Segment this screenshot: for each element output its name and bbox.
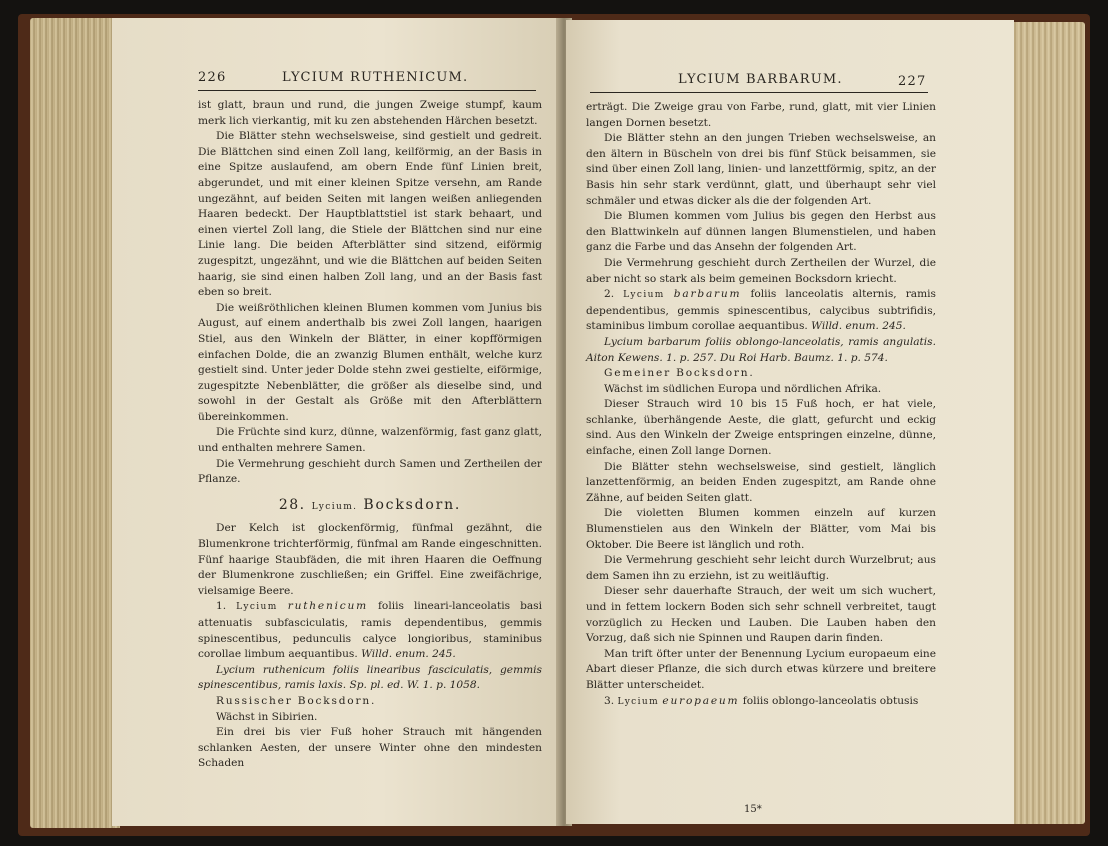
section-para-1: Der Kelch ist glockenförmig, fünfmal gezähnt, die Blumenkrone trichterförmig, fünfmal am Rande eingeschnitten. Fünf haarige Staubfäden, die mit ihren Haaren die Oeffnung der Blumenkrone zuschließen; ein Griffel. Eine zweifächrige, vielsamige Beere. [198,522,542,597]
species-3-diagnosis: foliis oblongo-lanceolatis obtusis [742,694,919,707]
page-edges-right [1005,22,1085,824]
species-2-syn: Lycium barbarum foliis oblongo-lanceolatis, ramis angulatis. [604,335,936,348]
species-1-desc: Ein drei bis vier Fuß hoher Strauch mit hängenden schlanken Aesten, der unsere Winter ohne den mindesten Schaden [198,726,542,770]
species-2-para-7: Man trift öfter unter der Benennung Lycium europaeum eine Abart dieser Pflanze, die sich durch etwas kürzere und breitere Blätter unterscheidet. [586,647,936,691]
species-1-common: Russischer Bocksdorn. [216,694,377,707]
left-body [198,98,542,772]
species-2-number: 2. [604,288,615,301]
right-para-1: erträgt. Die Zweige grau von Farbe, rund, glatt, mit vier Linien langen Dornen besetzt. [586,101,936,129]
species-1-diagnosis: foliis lineari-lanceolatis basi attenuatis subfasciculatis, ramis dependentibus, gemmis spinescentibus, pedunculis calyce longioribus, staminibus corollae limbum aequantibus. [198,600,542,661]
species-2-diagnosis: foliis lanceolatis alternis, ramis dependentibus, gemmis spinescentibus, calycibus subtrifidis, staminibus limbum corollae aequantibus. [586,288,936,333]
species-2-syn-ref: Aiton Kewens. 1. p. 257. Du Roi Harb. Baumz. 1. p. 574. [586,351,888,364]
species-2-para-4: Die violetten Blumen kommen einzeln auf kurzen Blumenstielen aus den Winkeln der Blätter, vom Mai bis Oktober. Die Beere ist länglich und roth. [586,507,936,551]
printer-signature: 15* [744,804,762,815]
species-2-para-5: Die Vermehrung geschieht sehr leicht durch Wurzelbrut; aus dem Samen ihn zu erziehn, ist zu weitläuftig. [586,554,936,582]
right-body [586,100,936,710]
species-3-entry [586,694,936,711]
species-1-genus: Lycium [236,602,278,613]
section-title: Bocksdorn. [363,496,462,513]
species-2-ref: Willd. enum. 245. [811,320,906,333]
species-1-syn: Lycium ruthenicum foliis linearibus fasciculatis, gemmis spinescentibus, ramis laxis. [198,663,542,692]
species-3-epithet: europaeum [662,694,740,707]
species-1-number: 1. [216,600,227,613]
right-page-number: 227 [898,74,927,89]
right-header-rule [590,92,928,93]
left-para-1: ist glatt, braun und rund, die jungen Zweige stumpf, kaum merk lich vierkantig, mit ku zen abstehenden Härchen besetzt. [198,99,542,127]
species-2-entry [586,287,936,335]
right-para-4: Die Vermehrung geschieht durch Zertheilen der Wurzel, die aber nicht so stark als beim gemeinen Bocksdorn kriecht. [586,256,936,285]
right-running-head: LYCIUM BARBARUM. [678,72,843,87]
section-genus: Lycium. [311,501,358,512]
species-1-syn-ref: Sp. pl. ed. W. 1. p. 1058. [349,679,481,692]
species-2-para-2: Dieser Strauch wird 10 bis 15 Fuß hoch, er hat viele, schlanke, überhängende Aeste, die glatt, gefurcht und eckig sind. Aus den Winkeln der Zweige entspringen einzelne, dünne, einfache, einen Zoll lange Dornen. [586,398,936,458]
right-page [566,20,1014,824]
left-para-2: Die Blätter stehn wechselsweise, sind gestielt und gedreit. Die Blättchen sind einen Zoll lang, keilförmig, an der Basis in eine Spitze auslaufend, am obern Ende fünf Linien breit, abgerundet, und mit einer kleinen Spitze versehn, am Rande ungezähnt, auf beiden Seiten mit langen weißen anliegenden Haaren bedeckt. Der Hauptblattstiel ist stark behaart, und einen viertel Zoll lang, die Stiele der Blättchen sind nur eine Linie lang. Die beiden Afterblätter sind sitzend, eiförmig zugespitzt, ungezähnt, und wie die Blättchen auf beiden Seiten haarig, sie sind einen halben Zoll lang, und an der Basis fast eben so breit. [198,130,542,299]
species-2-para-1: Wächst im südlichen Europa und nördlichen Afrika. [604,382,882,395]
left-para-3: Die weißröthlichen kleinen Blumen kommen vom Junius bis August, auf einem anderthalb bis zwei Zoll langen, haarigen Stiel, aus den Winkeln der Blätter, in einer kopfförmigen einfachen Dolde, die an zwanzig Blumen enthält, welche kurz gestielt sind. Unter jeder Dolde stehn zwei gestielte, eiförmige, zugespitzte Nebenblätter, die größer als dieselbe sind, und sowohl in der Gestalt als Größe mit den Afterblättern übereinkommen. [198,301,542,423]
section-heading [198,498,542,516]
species-2-para-3: Die Blätter stehn wechselsweise, sind gestielt, länglich lanzettenförmig, an beiden Enden zugespitzt, am Rande ohne Zähne, auf beiden Seiten glatt. [586,460,936,504]
left-running-head: LYCIUM RUTHENICUM. [282,70,469,85]
species-1-entry [198,599,542,662]
species-1-synonym [198,663,542,694]
species-2-synonym [586,335,936,366]
species-1-epithet: ruthenicum [287,600,368,613]
left-para-4: Die Früchte sind kurz, dünne, walzenförmig, fast ganz glatt, und enthalten mehrere Samen. [198,426,542,455]
section-number: 28. [278,496,306,513]
left-header-rule [198,90,536,91]
species-2-epithet: barbarum [673,288,742,301]
left-para-5: Die Vermehrung geschieht durch Samen und Zertheilen der Pflanze. [198,457,542,486]
right-para-2: Die Blätter stehn an den jungen Trieben wechselsweise, an den ältern in Büscheln von drei bis fünf Stück beisammen, sie sind über einen Zoll lang, linien- und lanzettförmig, spitz, an der Basis hin sehr stark verdünnt, glatt, und überhaupt sehr viel schmäler und etwas dicker als die der folgenden Art. [586,132,936,207]
species-3-number: 3. [604,694,615,707]
right-para-3: Die Blumen kommen vom Julius bis gegen den Herbst aus den Blattwinkeln auf dünnen langen Blumenstielen, und haben ganz die Farbe und das Ansehn der folgenden Art. [586,210,936,254]
species-2-common: Gemeiner Bocksdorn. [604,367,755,380]
species-3-genus: Lycium [617,696,660,707]
page-edges-left [30,18,120,828]
species-2-para-6: Dieser sehr dauerhafte Strauch, der weit um sich wuchert, und in fettem lockern Boden sich sehr schnell verbreitet, taugt vorzüglich zu Hecken und Lauben. Die Lauben haben den Vorzug, daß sich nie Spinnen und Raupen darin finden. [586,585,936,645]
left-page-number: 226 [198,70,227,85]
species-1-habitat: Wächst in Sibirien. [216,710,318,723]
species-2-genus: Lycium [623,290,665,301]
left-page [112,18,562,826]
species-1-ref: Willd. enum. 245. [361,648,456,661]
